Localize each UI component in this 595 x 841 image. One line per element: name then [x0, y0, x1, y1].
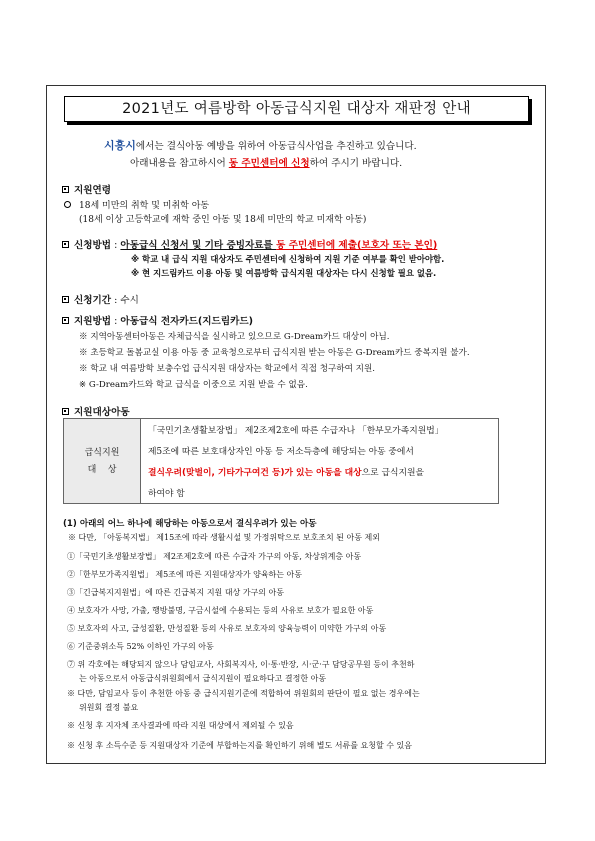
criteria-item-5: ⑤ 보호자의 사고, 급성질환, 만성질환 등의 사유로 보호자의 양육능력이 미약한 가구의 아동	[67, 624, 387, 633]
criteria-item-1: ①「국민기초생활보장법」 제2조제2호에 따른 수급자 가구의 아동, 차상위계층 아동	[67, 552, 362, 561]
method-value: 아동급식 전자카드(지드림카드)	[120, 316, 254, 327]
criteria-note-0: ※ 다만, 「아동복지법」 제15조에 따라 생활시설 및 가정위탁으로 보호조치 된 아동 제외	[68, 533, 380, 542]
age-heading	[62, 182, 111, 196]
apply-text: 아동급식 신청서 및 기타 증빙자료를	[120, 240, 277, 251]
method-note-1: ※ 지역아동센터아동은 자체급식을 실시하고 있으므로 G-Dream카드 대상이 아님.	[79, 332, 390, 342]
method-note-3: ※ 학교 내 여름방학 보충수업 급식지원 대상자는 학교에서 직접 청구하여 지원.	[79, 364, 375, 374]
target-heading-text: 지원대상아동	[74, 407, 130, 418]
criteria-note-1: ※ 다만, 담임교사 등이 추천한 아동 중 급식지원기준에 적합하여 위원회의 판단이 필요 없는 경우에는	[67, 689, 420, 698]
intro-line-2-highlight: 동 주민센터에 신청	[228, 158, 310, 169]
age-heading-text: 지원연령	[74, 185, 112, 196]
intro-line-1	[104, 137, 417, 153]
method-note-4: ※ G-Dream카드와 학교 급식을 이중으로 지원 받을 수 없음.	[79, 380, 308, 390]
target-label-2: 대 상	[87, 465, 117, 475]
square-bullet-icon	[62, 317, 69, 324]
target-line-4: 하여야 함	[148, 489, 185, 499]
target-heading	[62, 404, 130, 418]
apply-note-2: ※ 현 지드림카드 이용 아동 및 여름방학 급식지원 대상자는 다시 신청할 필요 없음.	[131, 268, 437, 278]
apply-note-1: ※ 학교 내 급식 지원 대상자도 주민센터에 신청하여 지원 기준 여부를 확인 받아야함.	[131, 254, 445, 264]
square-bullet-icon	[62, 296, 69, 303]
method-note-2: ※ 초등학교 돌봄교실 이용 아동 중 교육청으로부터 급식지원 받는 아동은 G-Dream카드 중복지원 불가.	[79, 348, 470, 358]
page-title-text: 2021년도 여름방학 아동급식지원 대상자 재판정 안내	[122, 101, 471, 117]
target-label-1: 급식지원	[84, 448, 120, 458]
intro-line-2	[130, 155, 402, 169]
target-table-label-cell	[64, 419, 141, 503]
period-heading-text: 신청기간	[74, 295, 112, 306]
age-note: (18세 이상 고등학교에 재학 중인 아동 및 18세 미만의 학교 미재학 아동)	[79, 215, 367, 225]
apply-heading	[62, 237, 437, 251]
apply-text-red: 동 주민센터에 제출(보호자 또는 본인)	[276, 240, 438, 251]
intro-line-2-pre: 아래내용을 참고하시어	[130, 158, 229, 169]
criteria-heading: (1) 아래의 어느 하나에 해당하는 아동으로서 결식우려가 있는 아동	[63, 519, 317, 529]
criteria-note-2: ※ 신청 후 지자체 조사결과에 따라 지원 대상에서 제외될 수 있음	[67, 721, 294, 730]
target-table	[63, 418, 499, 504]
city-name: 시흥시	[104, 139, 136, 152]
criteria-note-3: ※ 신청 후 소득수준 등 지원대상자 기준에 부합하는지를 확인하기 위해 별도 서류를 요청할 수 있음	[67, 741, 412, 750]
age-item	[64, 198, 209, 211]
period-heading	[62, 292, 139, 306]
method-heading-text: 지원방법	[74, 316, 112, 327]
apply-sep: :	[111, 240, 121, 251]
page-title	[64, 96, 529, 122]
apply-heading-text: 신청방법	[74, 240, 112, 251]
criteria-note-1-cont: 위원회 결정 불요	[79, 703, 139, 712]
target-line-3-red: 결식우려(맞벌이, 기타가구여건 등)가 있는 아동을 대상	[148, 468, 362, 478]
period-value: : 수시	[111, 295, 139, 306]
criteria-item-4: ④ 보호자가 사망, 가출, 행방불명, 구금시설에 수용되는 등의 사유로 보호가 필요한 아동	[67, 606, 374, 615]
target-line-3-post: 으로 급식지원을	[361, 468, 424, 478]
square-bullet-icon	[62, 186, 69, 193]
target-line-2: 제5조에 따른 보호대상자인 아동 등 저소득층에 해당되는 아동 중에서	[148, 447, 414, 457]
criteria-item-6: ⑥ 기준중위소득 52% 이하인 가구의 아동	[67, 642, 214, 651]
intro-line-2-post: 하여 주시기 바랍니다.	[309, 158, 403, 169]
intro-line-1-text: 에서는 결식아동 예방을 위하여 아동급식사업을 추진하고 있습니다.	[135, 141, 417, 152]
criteria-item-7: ⑦ 위 각호에는 해당되지 않으나 담임교사, 사회복지사, 이·통·반장, 시·군·구 담당공무원 등이 추천하	[67, 660, 415, 669]
criteria-item-2: ②「한부모가족지원법」 제5조에 따른 지원대상자가 양육하는 아동	[67, 570, 303, 579]
method-heading	[62, 313, 253, 327]
circle-bullet-icon	[64, 201, 71, 208]
criteria-item-3: ③「긴급복지지원법」에 따른 긴급복지 지원 대상 가구의 아동	[67, 588, 284, 597]
criteria-item-7-cont: 는 아동으로서 아동급식위원회에서 급식지원이 필요하다고 결정한 아동	[79, 674, 327, 683]
square-bullet-icon	[62, 408, 69, 415]
target-line-1: 「국민기초생활보장법」 제2조제2호에 따른 수급자나 「한부모가족지원법」	[148, 426, 444, 436]
age-item-text: 18세 미만의 취학 및 미취학 아동	[79, 201, 210, 211]
square-bullet-icon	[62, 241, 69, 248]
method-sep: :	[111, 316, 121, 327]
target-line-3	[148, 465, 424, 478]
